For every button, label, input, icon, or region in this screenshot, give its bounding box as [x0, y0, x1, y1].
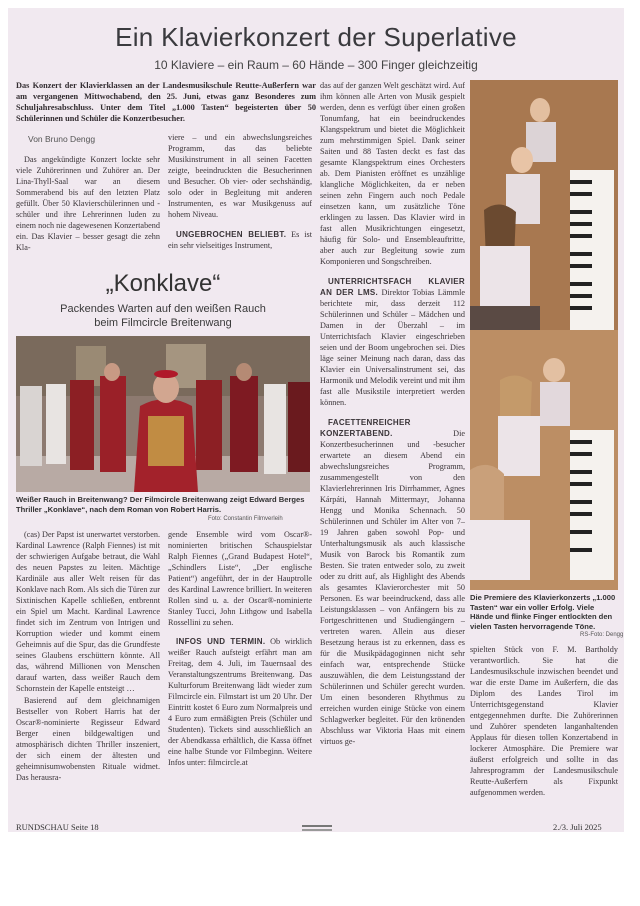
konklave-subtitle: Packendes Warten auf den weißen Rauch beim Filmcircle Breitenwang [60, 303, 266, 329]
footer-page-label: RUNDSCHAU Seite 18 [16, 822, 99, 832]
page-title: Ein Klavierkonzert der Superlative [115, 22, 517, 52]
piano-concert-photo [470, 80, 618, 590]
subheading-beliebt: UNGEBROCHEN BELIEBT. [176, 230, 287, 239]
konklave-column-1 [16, 529, 160, 784]
konklave-photo-credit: Foto: Constantin Filmverleih [208, 516, 283, 522]
piano-photo-credit: RS-Foto: Dengg [580, 632, 624, 638]
konklave-column-2 [168, 529, 312, 769]
article-paragraph: Direktor Tobias Lämmle berichtete mir, dass derzeit 112 Schülerinnen und Schüler – Mädchen und Damen in der Überzahl – im Unterrichtsfach Klavier eingeschrieben seien und der Boom ungebrochen sei. Dies läge seiner Meinung nach daran, dass das Klavier ein Universalinstrument sei, das Harmonik und Melodik vereint und mit ihm fast alle Musikstile interpretiert werden können. [320, 288, 465, 407]
article-paragraph: das auf der ganzen Welt geschätzt wird. Auf ihm können alle Arten von Musik gespielt werden, denn es verfügt über einen großen Tonumfang, hat ein beeindruckendes Klangspektrum und bietet die Möglichkeit zum mehrstimmigen Spiel. Dank seiner Saiten und 88 Tasten deckt es fast das gesamte Klangspektrum eines Orchesters ab. Dem Pianisten eröffnet es unzählige klangliche Möglichkeiten, da er neben seinen zehn Fingern auch noch Pedale einsetzen kann, um zusätzliche Töne erklingen zu lassen. Das Klavier wird in fast allen Musikrichtungen eingesetzt, häufig für Solo- und Ensembleauftritte, aber auch zur Begleitung sowie zum Komponieren und Songschreiben. [320, 81, 465, 266]
article-paragraph: viere – und ein abwechslungsreiches Programm, das das beliebte Musikinstrument in all seinen Facetten zeigte, beeindruckten die Besucherinnen und Besucher. Ob vier- oder sechshändig, solo oder in Begleitung mit anderen Instrumenten, es war Musikgenuss auf hohem Niveau. [168, 133, 312, 219]
page-subtitle: 10 Klaviere – ein Raum – 60 Hände – 300 Finger gleichzeitig [154, 58, 478, 72]
article-paragraph: Das angekündigte Konzert lockte sehr viele Zuhörerinnen und Zuhörer an. Der Lina-Thyll-Saal war an diesem Sommerabend bis auf den letzten Platz gefüllt. Über 50 Klavierschülerinnen und -schüler und ihre Lehrerinnen luden zu einem noch nie dagewesenen Konzertabend ein. Das Klavier – besser gesagt die zehn Kla- [16, 155, 160, 252]
konklave-photo-caption: Weißer Rauch in Breitenwang? Der Filmcircle Breitenwang zeigt Edward Berges Thriller „Konklave“, nach dem Roman von Robert Harris. [16, 495, 305, 514]
konklave-title: „Konklave“ [105, 270, 221, 297]
piano-photo-caption: Die Premiere des Klavierkonzerts „1.000 Tasten“ war ein voller Erfolg. Viele Hände und flinke Finger entlockten den vielen Tasten hervorragende Töne. [470, 593, 616, 631]
article-column-2 [168, 132, 312, 252]
konklave-paragraph: Basierend auf dem gleichnamigen Bestseller von Robert Harris hat der Oscar®-nominierte Regisseur Edward Berger einen bildgewaltigen und atmosphärisch dichten Thriller inszeniert, der sich einem der ältesten und geheimnisumwobensten Rituale widmet. Das herausra- [16, 696, 160, 782]
footer-date: 2./3. Juli 2025 [553, 822, 602, 832]
article-column-3 [320, 80, 465, 748]
article-paragraph: Die Konzertbesucherinnen und -besucher erwartete an diesem Abend ein abwechslungsreiches Programm, zusammengestellt von den Klavierlehrerinnen Iris Dirrhammer, Agnes Kárpáti, Hannah Mittermayr, Johanna Hengg und Monika Schennach. 50 Schülerinnen und Schüler im Alter von 7–19 Jahren gaben sowohl Pop- und Unterhaltungsmusik als auch klassische Musik von Barock bis Romantik zum Besten. Sie traten entweder solo, zu zweit oder zu dritt auf, als Highlight des Abends als gesamtes Klavierorchester mit 50 Personen. Es war beeindruckend, dass alle Leistungsklassen – von Anfängern bis zu Fortgeschrittenen und Studiengängern – vertreten waren. Allein aus dieser Besetzung heraus ist zu erkennen, dass es für die Musikpädagoginnen nicht sehr einfach war, entsprechende Stücke auszuwählen, die dem Leistungsstand der Schülerinnen und Schüler gerecht wurden. Um einen besonderen Rhythmus zu erreichen wurden einige Stücke von einem Schlagwerker begleitet. Für den krönenden Abschluss war Viktoria Haas mit einem virtuos ge- [320, 429, 465, 746]
konklave-paragraph: gende Ensemble wird vom Oscar®-nominierten britischen Schauspielstar Ralph Fiennes („Grand Budapest Hotel“, „Schindlers Liste“, „Der englische Patient“) angeführt, der in der Hauptrolle des Kardinal Lawrence brilliert. In weiteren Rollen sind u. a. der Oscar®-nominierte Stanley Tucci, John Lithgow und Isabella Rossellini zu sehen. [168, 530, 312, 627]
subheading-konzertabend: FACETTENREICHER KONZERTABEND. [320, 418, 411, 438]
article-column-4 [470, 644, 618, 799]
konklave-paragraph: Ob wirklich weißer Rauch aufsteigt erfährt man am Freitag, dem 4. Juli, im Tauernsaal des Veranstaltungszentrums Breitenwang. Das Kulturforum Breitenwang lädt wieder zum Filmcircle ein. Filmstart ist um 20 Uhr. Der Eintritt kostet 6 Euro zum Normalpreis und 4 Euro zum ermäßigten Preis (Schüler und Studenten). Tickets sind ausschließlich an der Abendkassa erhältlich, die Kassa öffnet eine halbe Stunde vor Filmbeginn. Weitere Infos unter: filmcircle.at [168, 637, 312, 767]
konklave-paragraph: (cas) Der Papst ist unerwartet verstorben. Kardinal Lawrence (Ralph Fiennes) ist mit der schwierigen Aufgabe betraut, die Wahl des neuen Papstes zu leiten. Mächtige Kardinäle aus aller Welt reisen für das Konklave nach Rom. Als sich die Türen zur Sixtinischen Kapelle schließen, entbrennt ein Spiel um Macht. Kardinal Lawrence findet sich im Zentrum von Intrigen und Korruption wieder und kommt einem Geheimnis auf die Spur, das die Grundfeste seines Glaubens erschüttern könnte. All das, während Millionen von Menschen darauf warten, dass weißer Rauch dem Schornstein der Kapelle entsteigt … [16, 530, 160, 693]
publisher-logo [302, 820, 332, 830]
konklave-film-photo [16, 336, 310, 492]
subheading-unterrichtsfach: UNTERRICHTSFACH KLAVIER AN DER LMS. [320, 277, 465, 297]
article-paragraph: Es ist ein sehr vielseitiges Instrument, [168, 230, 312, 250]
article-lead: Das Konzert der Klavierklassen an der Landesmusikschule Reutte-Außerfern war am vergangenen Mittwochabend, den 25. Juni, etwas ganz Besonderes zum Schuljahresabschluss. Unter dem Titel „1.000 Tasten“ begeisterten über 50 Schülerinnen und Schüler die Konzertbesucher. [16, 81, 316, 123]
newspaper-page [8, 8, 624, 832]
byline: Von Bruno Dengg [28, 134, 96, 144]
article-column-1 [16, 154, 160, 254]
article-paragraph: spielten Stück von F. M. Bartholdy verantwortlich. Sie hat die Landesmusikschule inzwischen beendet und war die erste Dame im Außerfern, die das Diplom des Landes Tirol im Unterrichtsgegenstand Klavier entgegennehmen durfte. Die Zuhörerinnen und Zuhörer spendeten langanhaltenden Applaus für diesen tollen Konzertabend in lockerer Atmosphäre. Die Premiere war äußerst erfolgreich und sollte in das Jahresprogramm der Landesmusikschule Reutte-Außerfern als Fixpunkt aufgenommen werden. [470, 645, 618, 797]
subheading-infos: INFOS UND TERMIN. [176, 637, 266, 646]
